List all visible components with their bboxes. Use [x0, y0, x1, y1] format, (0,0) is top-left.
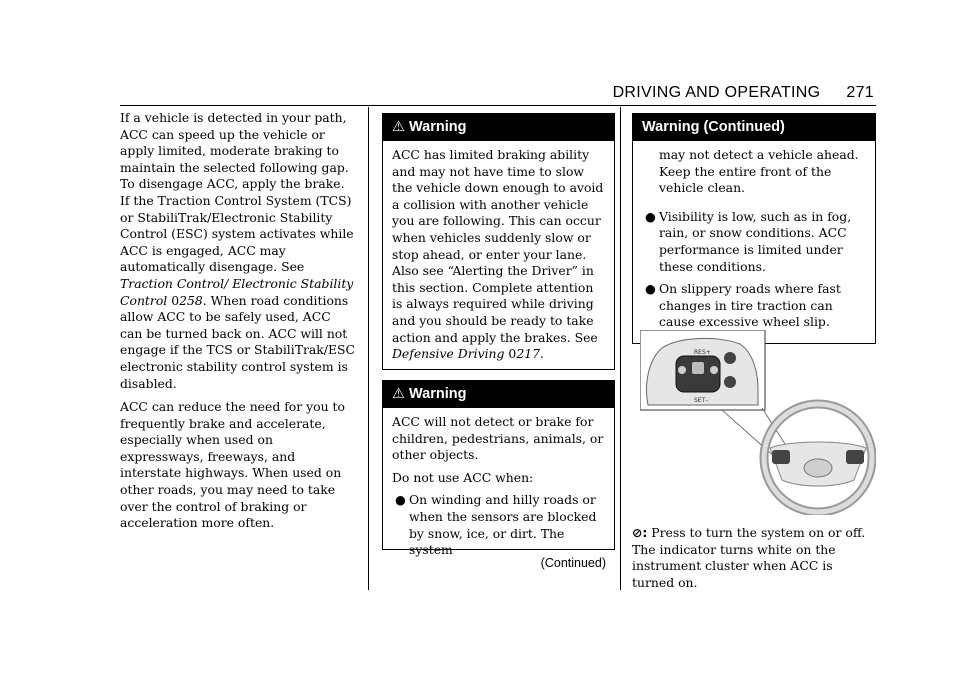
- warning-header: Warning (Continued): [633, 114, 875, 141]
- adaptive-cruise-icon: ⊘: [632, 525, 643, 540]
- list-item: ● On winding and hilly roads or when the sensors are blocked by snow, ice, or dirt. The system: [395, 492, 597, 558]
- warning-box-2: [382, 380, 615, 570]
- bullet-list: [642, 209, 867, 331]
- paragraph-acc-braking: If a vehicle is detected in your path, ACC can speed up the vehicle or apply limited, moderate braking to maintain the selected following gap. To disengage ACC, apply the brake. If the Traction Control System (TCS) or StabiliTrak/Electronic Stability Control (ESC) system activates while ACC is engaged, ACC may automatically disengage. See Traction Control/ Electronic Stability Control 0258. When road conditions allow ACC to be safely used, ACC can be turned back on. ACC will not engage if the TCS or StabiliTrak/ESC electronic stability control system is disabled.: [120, 110, 355, 391]
- column-divider-2: [620, 107, 621, 590]
- paragraph-acc-usage: ACC can reduce the need for you to frequently brake and accelerate, especially when used on expressways, freeways, and interstate highways. When used on other roads, you may need to take over the control of braking or acceleration more often.: [120, 399, 345, 531]
- section-title: DRIVING AND OPERATING: [612, 84, 821, 101]
- warning-body: may not detect a vehicle ahead. Keep the entire front of the vehicle clean.: [659, 147, 859, 196]
- left-column: [120, 110, 356, 539]
- warning-triangle-icon: ⚠: [392, 386, 405, 402]
- warning-box-3: [632, 113, 876, 344]
- cross-reference-link[interactable]: Traction Control/ Electronic Stability Control: [120, 275, 354, 308]
- header-rule: [120, 105, 876, 106]
- warning-body: ACC will not detect or brake for children, pedestrians, animals, or other objects. Do not use ACC when: ● On winding and hilly roads or when the sensors are blocked by snow, ice, or dirt. The system (Continued): [392, 414, 606, 570]
- warning-box-1: [382, 113, 615, 370]
- page-number: 271: [846, 84, 874, 101]
- warning-body: ACC has limited braking ability and may not have time to slow the vehicle down enough to avoid a collision with another vehicle you are following. This can occur when vehicles suddenly slow or stop ahead, or enter your lane. Also see “Alerting the Driver” in this section. Complete attention is always required while driving and you should be ready to take action and apply the brakes. See Defensive Driving 0217.: [392, 147, 604, 362]
- running-header: [613, 84, 874, 102]
- column-divider-1: [368, 107, 369, 590]
- control-caption: ⊘: Press to turn the system on or off. The indicator turns white on the instrument cluster when ACC is turned on.: [632, 525, 866, 590]
- warning-triangle-icon: ⚠: [392, 119, 405, 135]
- page-arrow: 0: [171, 292, 180, 308]
- list-item: ● On slippery roads where fast changes in tire traction can cause excessive wheel slip.: [645, 281, 841, 330]
- res-label: RES+: [694, 349, 711, 356]
- reference-page: 258: [179, 292, 203, 308]
- steering-wheel-controls-illustration: [640, 330, 876, 515]
- set-label: SET–: [694, 397, 709, 404]
- warning-header: ⚠ Warning: [383, 381, 614, 408]
- list-item: ● Visibility is low, such as in fog, rain, or snow conditions. ACC performance is limited under these conditions.: [645, 208, 852, 274]
- bullet-list: [392, 492, 606, 558]
- warning-header: ⚠ Warning: [383, 114, 614, 141]
- cross-reference-link[interactable]: Defensive Driving: [392, 346, 505, 362]
- continued-label: (Continued): [540, 555, 606, 570]
